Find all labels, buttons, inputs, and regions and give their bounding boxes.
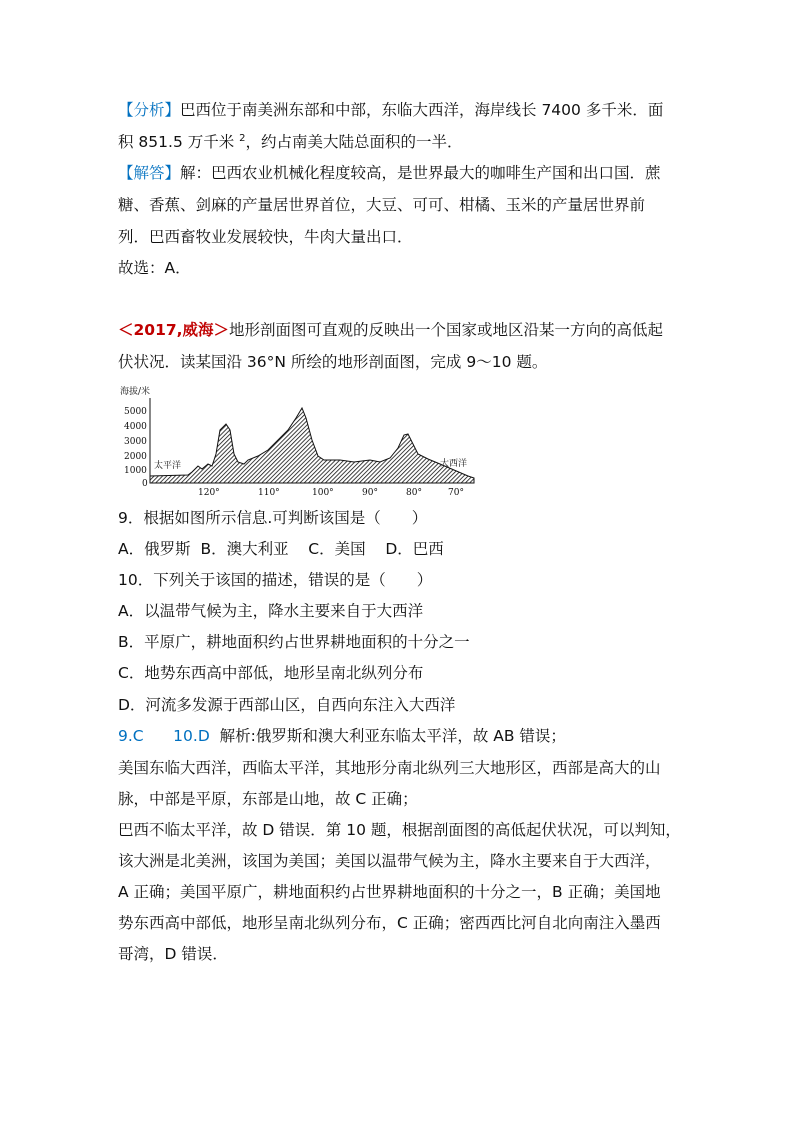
solution-line-1 [118,163,661,183]
answer-line-3: 脉，中部是平原，东部是山地，故 C 正确； [118,790,418,808]
answer-line-2: 美国东临大西洋，西临太平洋，其地形分南北纵列三大地形区，西部是高大的山 [118,759,661,777]
q10-option-b: B．平原广，耕地面积约占世界耕地面积的十分之一 [118,633,470,651]
xtick-100: 100° [312,488,334,498]
terrain-profile-shape [150,408,474,483]
xtick-80: 80° [406,488,422,498]
solution-line-2: 糖、香蕉、剑麻的产量居世界首位，大豆、可可、柑橘、玉米的产量居世界前 [118,196,646,214]
q10-option-d: D．河流多发源于西部山区，自西向东注入大西洋 [118,696,456,714]
ytick-4000: 4000 [124,422,147,432]
analysis-text-2-pre: 积 851.5 万千米 [118,133,240,151]
analysis-line-1 [118,100,663,120]
analysis-line-2 [118,132,463,152]
ytick-5000: 5000 [124,407,147,417]
xtick-70: 70° [448,488,464,498]
solution-tag: 【解答】 [118,164,181,182]
answer-line-1 [118,726,566,746]
superscript-2: 2 [239,132,246,144]
question-intro-line-2: 伏状况．读某国沿 36°N 所绘的地形剖面图，完成 9～10 题。 [118,353,548,371]
analysis-text-1: 巴西位于南美洲东部和中部，东临大西洋，海岸线长 7400 多千米．面 [180,101,664,119]
answer-line-7: 势东西高中部低，地形呈南北纵列分布，C 正确；密西西比河自北向南注入墨西 [118,914,661,932]
q10-stem: 10．下列关于该国的描述，错误的是（ ） [118,571,433,589]
figure-ylabel: 海拔/米 [120,387,151,397]
xtick-90: 90° [362,488,378,498]
analysis-tag: 【分析】 [118,101,181,119]
question-intro-line-1 [118,320,663,340]
ytick-0: 0 [142,479,148,489]
terrain-profile-figure [118,380,480,498]
ytick-2000: 2000 [124,452,147,462]
xtick-120: 120° [198,488,220,498]
question-intro-text-1: 地形剖面图可直观的反映出一个国家或地区沿某一方向的高低起 [229,321,664,339]
solution-line-4: 故选：A． [118,259,191,277]
answer-line-6: A 正确；美国平原广，耕地面积约占世界耕地面积的十分之一，B 正确；美国地 [118,883,661,901]
q10-option-c: C．地势东西高中部低，地形呈南北纵列分布 [118,664,424,682]
ytick-3000: 3000 [124,437,147,447]
xtick-110: 110° [258,488,280,498]
answer-line-5: 该大洲是北美洲，该国为美国；美国以温带气候为主，降水主要来自于大西洋， [118,852,661,870]
right-ocean-label: 大西洋 [440,459,468,469]
left-ocean-label: 太平洋 [154,461,182,471]
solution-line-3: 列．巴西畜牧业发展较快，牛肉大量出口． [118,228,413,246]
q9-stem: 9．根据如图所示信息.可判断该国是（ ） [118,509,428,527]
answer-line-4: 巴西不临太平洋，故 D 错误．第 10 题，根据剖面图的高低起伏状况，可以判知， [118,821,681,839]
q10-option-a: A．以温带气候为主，降水主要来自于大西洋 [118,602,424,620]
answer-key: 9.C 10.D [118,727,210,745]
answer-line-8: 哥湾，D 错误． [118,945,228,963]
solution-text-1: 解：巴西农业机械化程度较高，是世界最大的咖啡生产国和出口国．蔗 [180,164,661,182]
answer-text-1: 解析:俄罗斯和澳大利亚东临太平洋，故 AB 错误； [209,727,566,745]
ytick-1000: 1000 [124,466,147,476]
q9-options: A．俄罗斯 B．澳大利亚 C．美国 D．巴西 [118,540,444,558]
question-source: ＜2017,威海＞ [118,321,230,339]
analysis-text-2-post: ，约占南美大陆总面积的一半． [245,133,463,151]
